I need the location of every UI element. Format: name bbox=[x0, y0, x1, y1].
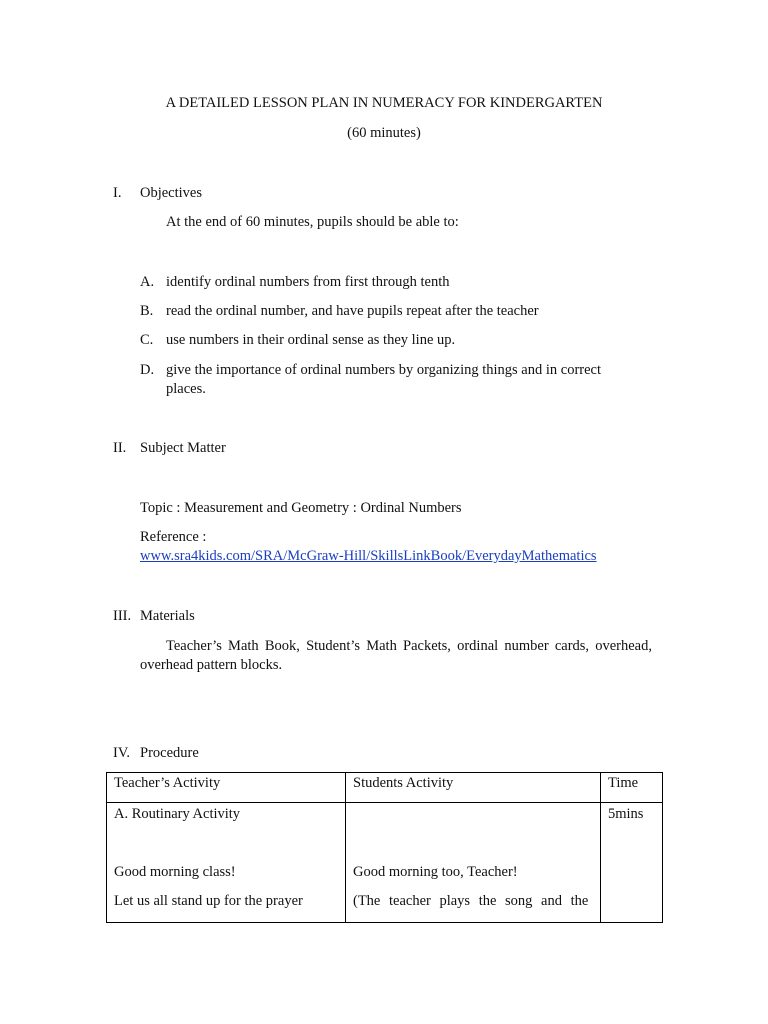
objective-letter: A. bbox=[140, 274, 155, 290]
procedure-table bbox=[106, 772, 663, 923]
materials-numeral: III. bbox=[113, 608, 132, 624]
teacher-activity-cell bbox=[107, 803, 346, 923]
time-cell bbox=[601, 803, 663, 923]
reference-label: Reference : bbox=[140, 529, 207, 545]
column-header-students: Students Activity bbox=[346, 773, 601, 803]
student-line: (The teacher plays the song and the bbox=[353, 893, 589, 909]
objective-letter: D. bbox=[140, 362, 155, 378]
objective-item: use numbers in their ordinal sense as they line up. bbox=[166, 332, 456, 348]
objective-letter: C. bbox=[140, 332, 154, 348]
procedure-heading: Procedure bbox=[140, 745, 199, 761]
subject-matter-numeral: II. bbox=[113, 440, 127, 456]
student-activity-cell bbox=[346, 803, 601, 923]
table-header-row bbox=[107, 773, 663, 803]
procedure-numeral: IV. bbox=[113, 745, 131, 761]
student-line: Good morning too, Teacher! bbox=[353, 864, 518, 880]
subject-matter-heading: Subject Matter bbox=[140, 440, 226, 456]
table-row bbox=[107, 803, 663, 923]
materials-text: Teacher’s Math Book, Student’s Math Packets, ordinal number cards, overhead, overhead pattern blocks. bbox=[140, 638, 652, 673]
objective-item: read the ordinal number, and have pupils repeat after the teacher bbox=[166, 303, 539, 319]
objectives-heading: Objectives bbox=[140, 185, 203, 201]
column-header-time: Time bbox=[601, 773, 663, 803]
objectives-intro: At the end of 60 minutes, pupils should be able to: bbox=[166, 214, 459, 230]
objective-letter: B. bbox=[140, 303, 154, 319]
reference-link[interactable]: www.sra4kids.com/SRA/McGraw-Hill/SkillsLinkBook/EverydayMathematics bbox=[140, 548, 597, 564]
objective-item: give the importance of ordinal numbers by organizing things and in correct places. bbox=[166, 362, 602, 397]
topic-text: Topic : Measurement and Geometry : Ordinal Numbers bbox=[140, 500, 462, 516]
column-header-teacher: Teacher’s Activity bbox=[107, 773, 346, 803]
duration-subtitle: (60 minutes) bbox=[347, 125, 421, 141]
teacher-line: Let us all stand up for the prayer bbox=[114, 893, 303, 909]
page-title: A DETAILED LESSON PLAN IN NUMERACY FOR KINDERGARTEN bbox=[165, 95, 603, 111]
objectives-numeral: I. bbox=[113, 185, 122, 201]
objective-item: identify ordinal numbers from first through tenth bbox=[166, 274, 450, 290]
materials-heading: Materials bbox=[140, 608, 195, 624]
section-label: A. Routinary Activity bbox=[114, 806, 241, 822]
teacher-line: Good morning class! bbox=[114, 864, 236, 880]
time-value: 5mins bbox=[608, 806, 644, 822]
